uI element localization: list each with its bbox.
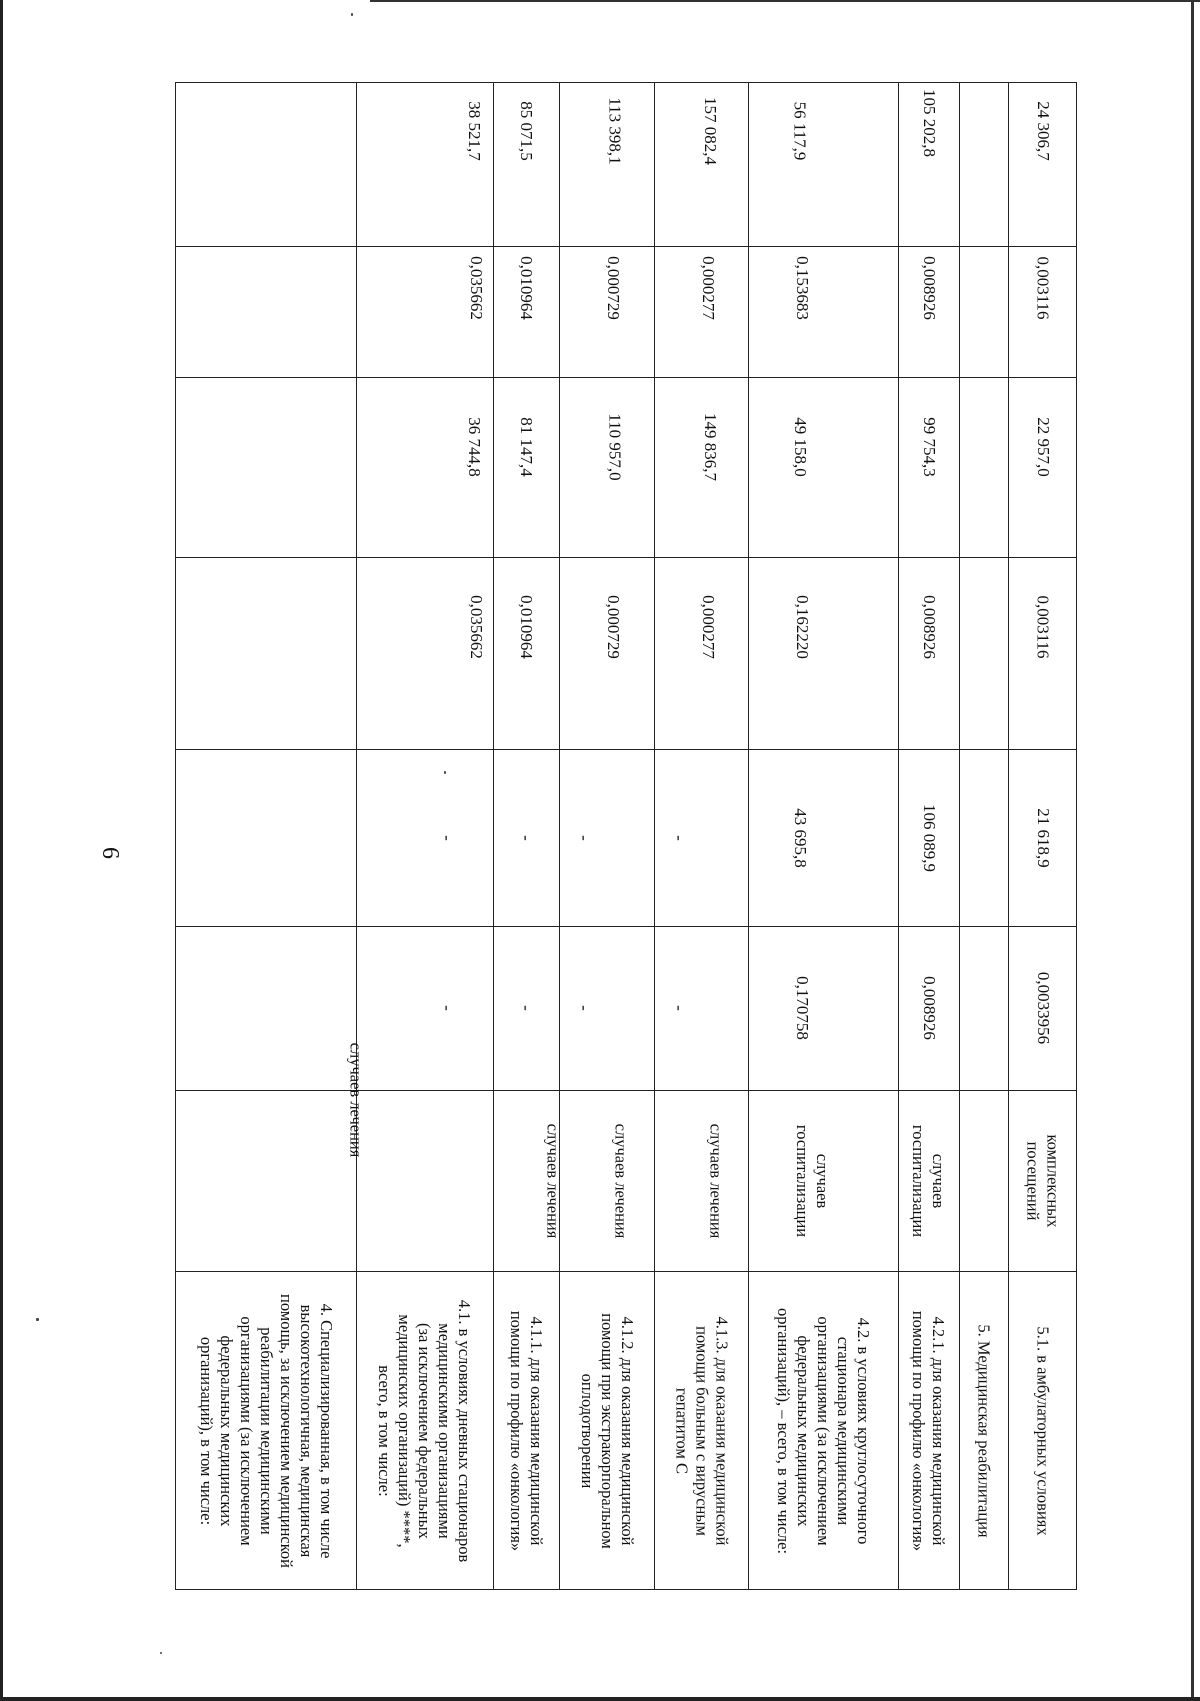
value-cell	[898, 749, 959, 926]
scan-edge-bottom	[0, 1697, 1200, 1701]
data-table	[175, 82, 1077, 1590]
value-cell	[1008, 557, 1078, 749]
value-cell	[654, 926, 748, 1090]
value-text: 0,000277	[698, 595, 718, 659]
value-cell	[654, 377, 748, 557]
unit-text: комплексных посещений	[1024, 1133, 1064, 1228]
value-text: -	[516, 834, 536, 841]
value-cell	[493, 246, 559, 377]
row-label-text: 4.1.3. для оказания медицинской помощи больным с вирусным гепатитом С	[672, 1316, 731, 1546]
value-text: 149 836,7	[701, 413, 720, 481]
value-text: 105 202,8	[919, 89, 939, 157]
value-cell	[898, 377, 959, 557]
scan-edge-top	[370, 0, 1200, 2]
unit-text: случаев лечения	[611, 1123, 631, 1238]
value-cell	[1008, 377, 1078, 557]
value-cell	[898, 926, 959, 1090]
unit-cell	[898, 1090, 959, 1271]
row-label	[1008, 1271, 1078, 1591]
value-text: -	[574, 834, 594, 841]
value-cell	[493, 557, 559, 749]
value-text: 113 398,1	[605, 97, 625, 165]
value-text: 22 957,0	[1034, 417, 1053, 477]
scan-speck	[36, 1318, 39, 1321]
value-cell	[356, 557, 493, 749]
unit-cell	[654, 1090, 748, 1271]
value-text: 49 158,0	[790, 417, 810, 477]
scan-speck	[160, 1652, 162, 1654]
value-text: 43 695,8	[790, 807, 810, 868]
value-cell	[356, 377, 493, 557]
row-label-text: 4.1.1. для оказания медицинской помощи по профилю «онкология»	[507, 1310, 547, 1552]
value-text: 38 521,7	[464, 101, 484, 161]
value-cell	[898, 557, 959, 749]
value-text: 0,162220	[792, 595, 812, 659]
row-label-text: 5.1. в амбулаторных условиях	[1034, 1326, 1053, 1536]
value-cell	[748, 557, 898, 749]
value-cell	[748, 749, 898, 926]
row-label	[493, 1271, 559, 1591]
value-cell	[748, 377, 898, 557]
value-text: 106 089,9	[919, 803, 939, 872]
row-label	[898, 1271, 959, 1591]
value-cell	[356, 926, 493, 1090]
row-label-text: 4.1. в условиях дневных стационаров медицинскими организациями (за исключением федеральных медицинских организаций) ****, всего, в том числе:	[375, 1299, 475, 1563]
value-text: 0,008926	[919, 256, 939, 320]
value-text: 81 147,4	[517, 417, 536, 477]
value-cell	[493, 377, 559, 557]
value-cell	[654, 557, 748, 749]
row-label-text: 4.2.1. для оказания медицинской помощи по профилю «онкология»	[909, 1310, 949, 1552]
row-label	[748, 1271, 898, 1591]
value-cell	[493, 749, 559, 926]
value-cell	[559, 557, 654, 749]
value-cell	[748, 83, 898, 246]
value-cell	[493, 83, 559, 246]
scan-speck	[351, 13, 353, 16]
value-text: 85 071,5	[517, 101, 536, 161]
row-label-text: 4.2. в условиях круглосуточного стационара медицинскими организациями (за исключением федеральных медицинских организаций), – всего, в том числе:	[774, 1307, 874, 1555]
row-label	[356, 1271, 493, 1591]
value-cell	[356, 749, 493, 926]
unit-cell	[748, 1090, 898, 1271]
value-text: 0,008926	[919, 976, 939, 1040]
value-text: -	[516, 1005, 536, 1011]
value-text: -	[669, 1005, 689, 1011]
scan-edge-right	[1191, 0, 1194, 1701]
value-text: 0,000729	[603, 256, 623, 320]
value-cell	[654, 246, 748, 377]
value-cell	[1008, 926, 1078, 1090]
value-text: 36 744,8	[464, 417, 484, 477]
unit-text: случаев лечения	[543, 1123, 563, 1238]
value-text: 0,010964	[517, 256, 536, 320]
value-cell	[356, 83, 493, 246]
unit-cell	[559, 1090, 654, 1271]
row-label-text: 4. Специализированная, в том числе высокотехнологичная, медицинская помощь, за исключением медицинской реабилитации медицинскими организациями (за исключением федеральных медицинских организаций), в том числе:	[197, 1293, 336, 1569]
value-text: 110 957,0	[605, 413, 625, 481]
value-cell	[1008, 246, 1078, 377]
value-text: 0,035662	[466, 256, 486, 320]
value-cell	[356, 246, 493, 377]
value-cell	[559, 749, 654, 926]
value-text: 0,035662	[466, 595, 486, 659]
unit-text: случаев госпитализации	[793, 1124, 833, 1237]
value-text: 0,003116	[1034, 595, 1053, 659]
row-label	[176, 1271, 356, 1591]
value-cell	[748, 246, 898, 377]
unit-text: случаев лечения	[706, 1123, 726, 1238]
row-label-text: 5. Медицинская реабилитация	[974, 1324, 994, 1538]
scan-edge-left	[0, 0, 3, 1701]
value-text: -	[437, 1005, 457, 1011]
value-cell	[654, 83, 748, 246]
unit-text: случаев госпитализации	[909, 1124, 949, 1237]
value-text: 0,000729	[603, 595, 623, 659]
value-text: 0,000277	[698, 256, 718, 320]
value-text: 21 618,9	[1034, 807, 1053, 868]
value-cell	[493, 926, 559, 1090]
value-cell	[898, 83, 959, 246]
row-label	[959, 1271, 1008, 1591]
value-text: -	[574, 1005, 594, 1011]
value-cell	[559, 377, 654, 557]
value-cell	[654, 749, 748, 926]
value-text: 0,003116	[1034, 256, 1053, 320]
value-cell	[559, 83, 654, 246]
value-cell	[559, 926, 654, 1090]
row-label-text: 4.1.2. для оказания медицинской помощи при экстракорпоральном оплодотворении	[577, 1313, 637, 1549]
value-cell	[1008, 83, 1078, 246]
value-text: 0,008926	[919, 595, 939, 659]
value-text: -	[437, 834, 457, 841]
row-label	[559, 1271, 654, 1591]
value-cell	[898, 246, 959, 377]
value-text: 99 754,3	[919, 417, 939, 477]
value-text: 56 117,9	[790, 101, 810, 161]
row-label	[654, 1271, 748, 1591]
unit-cell	[493, 1090, 563, 1271]
value-text: 0,170758	[792, 976, 812, 1040]
value-cell	[748, 926, 898, 1090]
value-text: 157 082,4	[701, 97, 720, 165]
unit-text: случаев лечения	[346, 1042, 366, 1158]
value-cell	[559, 246, 654, 377]
value-text: 0,010964	[517, 595, 536, 659]
value-text: -	[669, 834, 689, 841]
page-number: 6	[97, 847, 123, 859]
value-text: 0,0033956	[1034, 971, 1053, 1045]
unit-cell	[1008, 1090, 1078, 1271]
unit-cell	[346, 1042, 493, 1271]
value-text: 24 306,7	[1034, 101, 1053, 161]
value-cell	[1008, 749, 1078, 926]
value-text: 0,153683	[792, 256, 812, 320]
